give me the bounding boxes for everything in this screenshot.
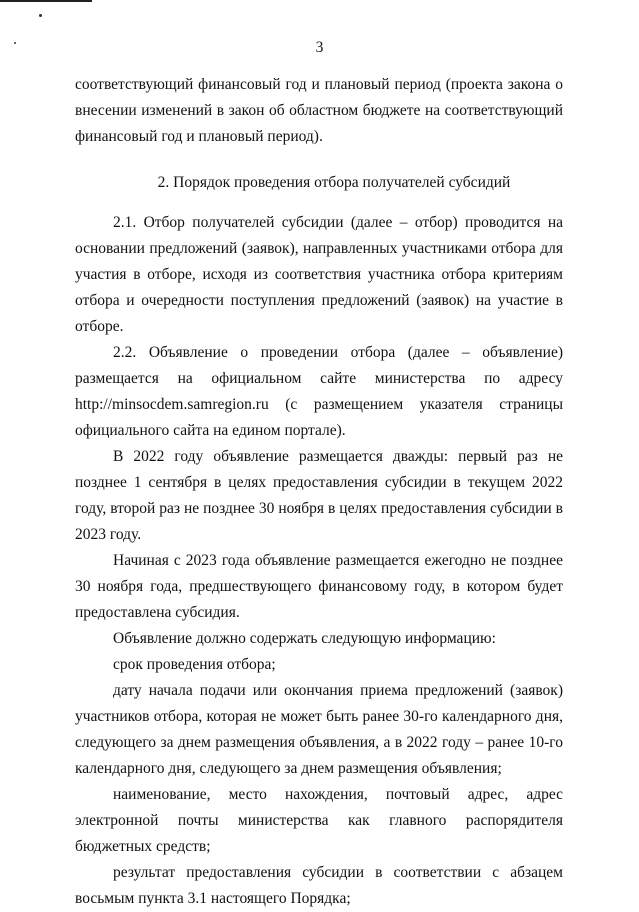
- scan-speck: [39, 14, 42, 17]
- paragraph: 2.1. Отбор получателей субсидии (далее – отбор) проводится на основании предложений (заявок), направленных участниками отбора для участия в отборе, исходя из соответствия участника отбора критериям отбора и очередности поступления предложений (заявок) на участие в отборе.: [75, 214, 563, 335]
- document-body: [75, 72, 563, 912]
- paragraph: дату начала подачи или окончания приема предложений (заявок) участников отбора, которая не может быть ранее 30-го календарного дня, следующего за днем размещения объявления, а в 2022 году – ранее 10-го календарного дня, следующего за днем размещения объявления;: [75, 682, 563, 777]
- top-edge-rule: [0, 0, 92, 2]
- section-heading: 2. Порядок проведения отбора получателей субсидий: [157, 174, 511, 191]
- page-number: 3: [315, 39, 324, 56]
- lead-paragraph: соответствующий финансовый год и плановый период (проекта закона о внесении изменений в закон об областном бюджете на соответствующий финансовый год и плановый период).: [75, 76, 563, 145]
- paragraph: результат предоставления субсидии в соответствии с абзацем восьмым пункта 3.1 настоящего Порядка;: [75, 864, 563, 907]
- paragraph: наименование, место нахождения, почтовый адрес, адрес электронной почты министерства как главного распорядителя бюджетных средств;: [75, 786, 563, 855]
- paragraph: 2.2. Объявление о проведении отбора (далее – объявление) размещается на официальном сайте министерства по адресу http://minsocdem.samregion.ru (с размещением указателя страницы официального сайта на едином портале).: [75, 344, 563, 439]
- paragraph: Объявление должно содержать следующую информацию:: [113, 630, 496, 647]
- paragraph: срок проведения отбора;: [113, 656, 276, 673]
- paragraph: Начиная с 2023 года объявление размещается ежегодно не позднее 30 ноября года, предшествующего финансовому году, в котором будет предоставлена субсидия.: [75, 552, 563, 621]
- paragraph: В 2022 году объявление размещается дважды: первый раз не позднее 1 сентября в целях предоставления субсидии в текущем 2022 году, второй раз не позднее 30 ноября в целях предоставления субсидии в 2023 году.: [75, 448, 563, 543]
